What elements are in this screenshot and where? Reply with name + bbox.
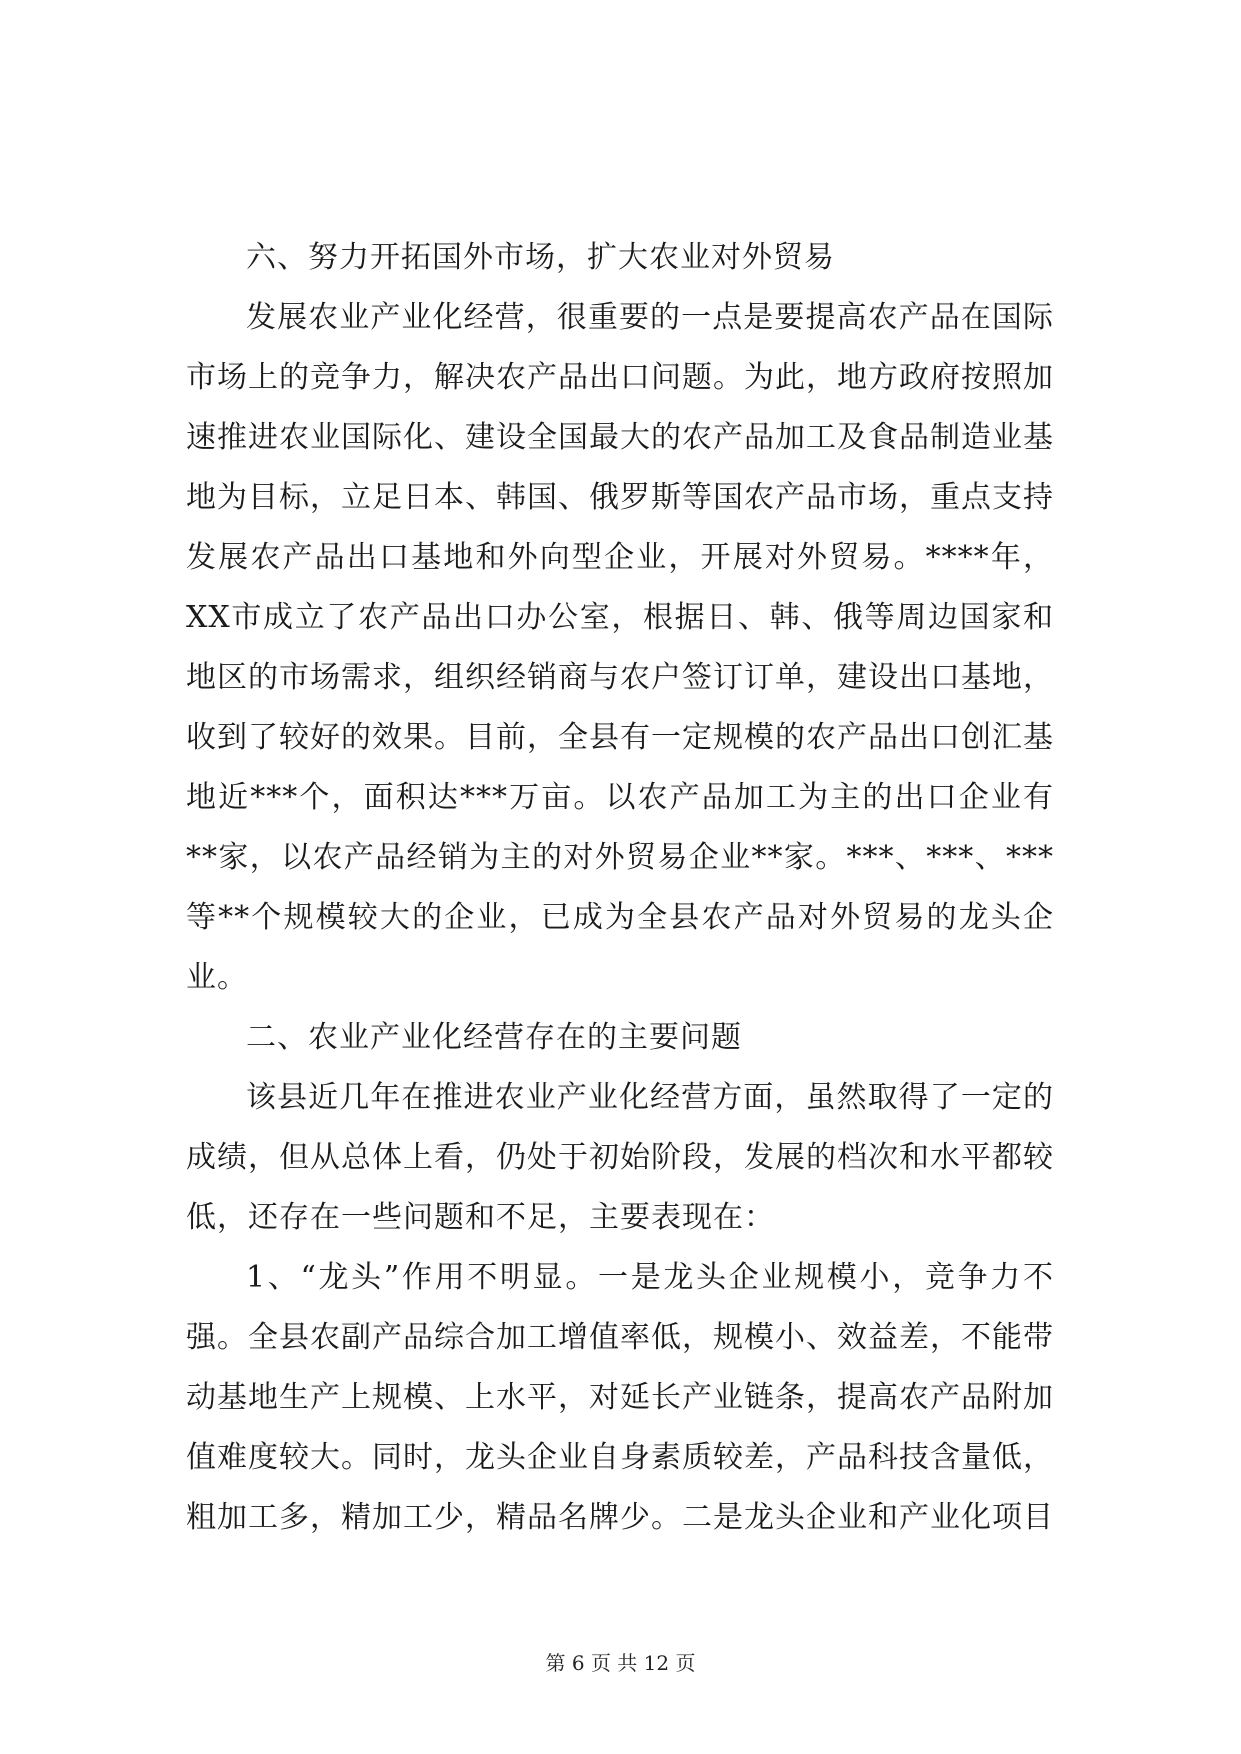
paragraph-problems-intro: 该县近几年在推进农业产业化经营方面，虽然取得了一定的成绩，但从总体上看，仍处于初始阶段，发展的档次和水平都较低，还存在一些问题和不足，主要表现在： <box>186 1080 1054 1235</box>
section-heading-two: 二、农业产业化经营存在的主要问题 <box>246 1020 742 1055</box>
document-body <box>186 228 1054 1548</box>
section-heading-six: 六、努力开拓国外市场，扩大农业对外贸易 <box>246 240 835 275</box>
paragraph-foreign-trade: 发展农业产业化经营，很重要的一点是要提高农产品在国际市场上的竞争力，解决农产品出口问题。为此，地方政府按照加速推进农业国际化、建设全国最大的农产品加工及食品制造业基地为目标，立足日本、韩国、俄罗斯等国农产品市场，重点支持发展农产品出口基地和外向型企业，开展对外贸易。****年，XX市成立了农产品出口办公室，根据日、韩、俄等周边国家和地区的市场需求，组织经销商与农户签订订单，建设出口基地，收到了较好的效果。目前，全县有一定规模的农产品出口创汇基地近***个，面积达***万亩。以农产品加工为主的出口企业有**家，以农产品经销为主的对外贸易企业**家。***、***、***等**个规模较大的企业，已成为全县农产品对外贸易的龙头企业。 <box>186 300 1054 995</box>
page-number-footer: 第 6 页 共 12 页 <box>545 1651 696 1675</box>
paragraph-leading-enterprise: 1、“龙头”作用不明显。一是龙头企业规模小，竞争力不强。全县农副产品综合加工增值率低，规模小、效益差，不能带动基地生产上规模、上水平，对延长产业链条，提高农产品附加值难度较大。同时，龙头企业自身素质较差，产品科技含量低，粗加工多，精加工少，精品名牌少。二是龙头企业和产业化项目 <box>186 1260 1054 1535</box>
